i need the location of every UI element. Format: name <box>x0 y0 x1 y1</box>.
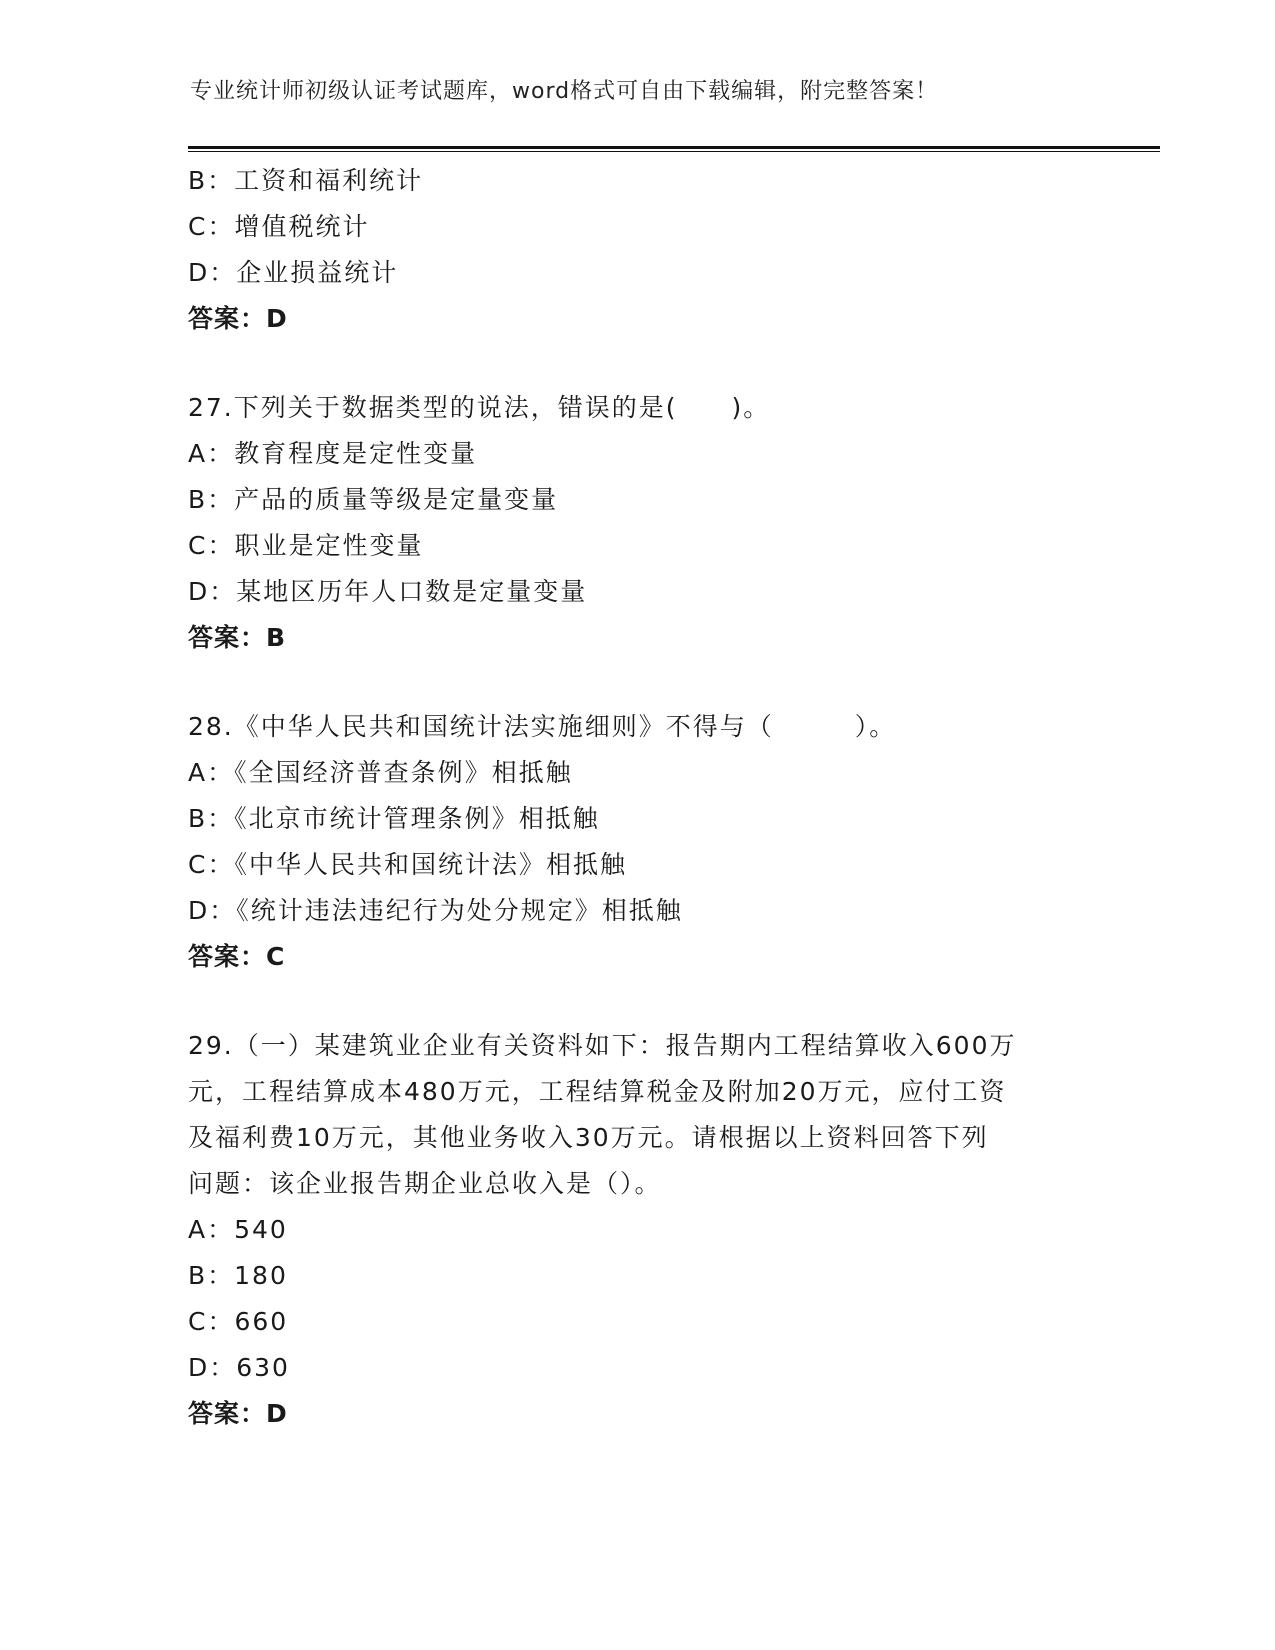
header-divider-thick <box>188 146 1160 149</box>
stem-line: 元，工程结算成本480万元，工程结算税金及附加20万元，应付工资 <box>188 1077 1007 1106</box>
stem-line: 问题：该企业报告期企业总收入是（）。 <box>188 1169 662 1198</box>
stem-line: 29.（一）某建筑业企业有关资料如下：报告期内工程结算收入600万 <box>188 1031 1017 1060</box>
question-28 <box>188 704 1088 980</box>
option-a: A：《全国经济普查条例》相抵触 <box>188 758 573 787</box>
option-b: B：产品的质量等级是定量变量 <box>188 485 559 514</box>
option-c: C：增值税统计 <box>188 212 370 241</box>
question-29 <box>188 1023 1088 1437</box>
question-26-continued <box>188 158 1088 342</box>
option-c: C：职业是定性变量 <box>188 531 424 560</box>
answer-line: 答案：D <box>188 304 288 333</box>
answer-line: 答案：C <box>188 942 286 971</box>
question-stem: 28.《中华人民共和国统计法实施细则》不得与（ ）。 <box>188 712 897 741</box>
answer-line: 答案：B <box>188 623 287 652</box>
option-d: D：企业损益统计 <box>188 258 399 287</box>
header-divider-thin <box>188 151 1160 152</box>
option-b: B：工资和福利统计 <box>188 166 424 195</box>
option-d: D：某地区历年人口数是定量变量 <box>188 577 588 606</box>
option-d: D：630 <box>188 1353 290 1382</box>
option-a: A：540 <box>188 1215 288 1244</box>
option-b: B：《北京市统计管理条例》相抵触 <box>188 804 600 833</box>
page-header: 专业统计师初级认证考试题库，word格式可自由下载编辑，附完整答案！ <box>190 79 939 104</box>
answer-line: 答案：D <box>188 1399 288 1428</box>
stem-line: 及福利费10万元，其他业务收入30万元。请根据以上资料回答下列 <box>188 1123 989 1152</box>
document-body <box>188 158 1088 1437</box>
option-d: D：《统计违法违纪行为处分规定》相抵触 <box>188 896 683 925</box>
question-27 <box>188 385 1088 661</box>
option-c: C：660 <box>188 1307 289 1336</box>
option-a: A：教育程度是定性变量 <box>188 439 478 468</box>
option-c: C：《中华人民共和国统计法》相抵触 <box>188 850 627 879</box>
question-stem: 27.下列关于数据类型的说法，错误的是( )。 <box>188 393 771 422</box>
option-b: B：180 <box>188 1261 288 1290</box>
question-stem <box>188 1023 1078 1207</box>
